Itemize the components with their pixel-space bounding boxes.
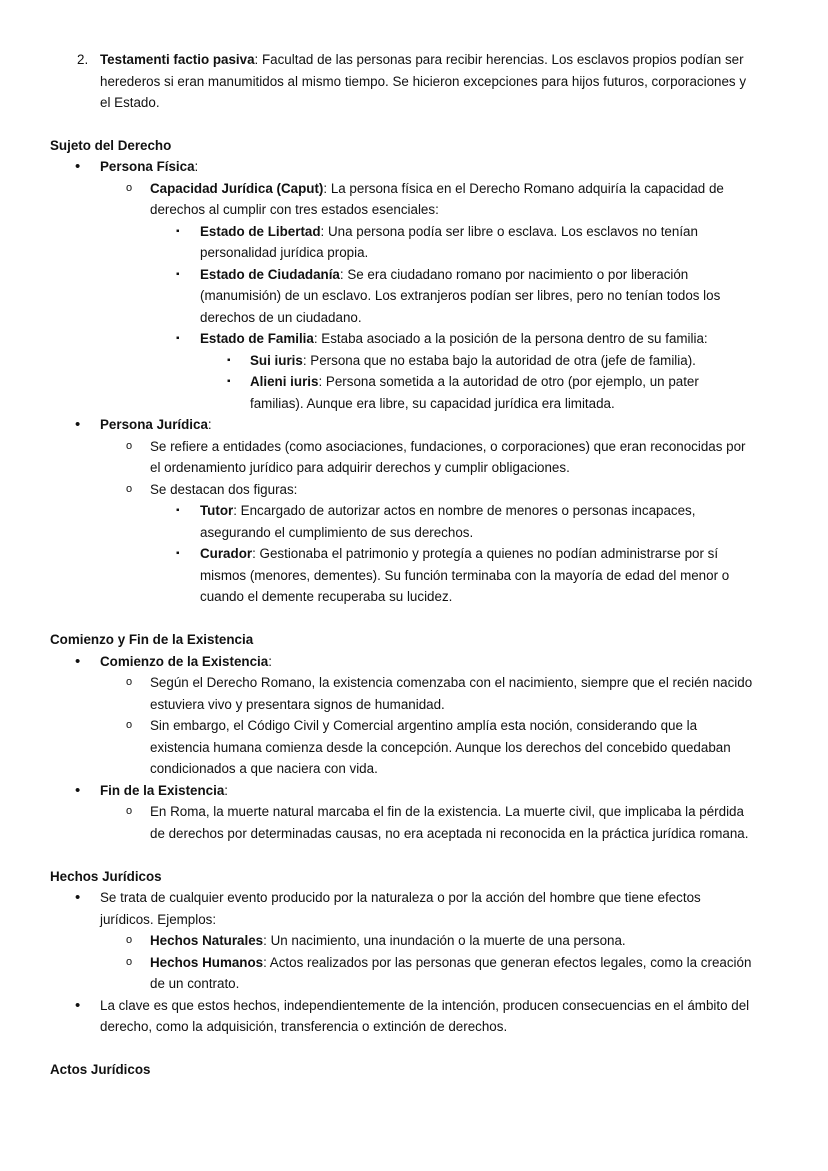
paragraph-line: Estado de Ciudadanía: Se era ciudadano romano por nacimiento o por liberación: [200, 267, 689, 282]
bullet-disc-icon: •: [75, 653, 81, 670]
paragraph-line: existencia humana comienza desde la concepción. Aunque los derechos del concebido quedaban: [150, 740, 731, 755]
bullet-square-icon: ▪: [227, 376, 231, 387]
list-number: 2.: [77, 52, 89, 67]
paragraph-line: de un contrato.: [150, 976, 240, 991]
bullet-square-icon: ▪: [176, 505, 180, 516]
bullet-disc-icon: •: [75, 889, 81, 906]
bullet-disc-icon: •: [75, 997, 81, 1014]
section-heading-sujeto: Sujeto del Derecho: [50, 138, 172, 153]
paragraph-line: Estado de Familia: Estaba asociado a la posición de la persona dentro de su familia:: [200, 331, 708, 346]
bullet-disc-icon: •: [75, 158, 81, 175]
bullet-square-icon: ▪: [176, 269, 180, 280]
bullet-disc-icon: •: [75, 782, 81, 799]
bullet-circle-icon: o: [126, 934, 133, 946]
paragraph-line: Sin embargo, el Código Civil y Comercial argentino amplía esta noción, considerando que la: [150, 718, 698, 733]
paragraph-line: cuando el demente recuperaba su lucidez.: [200, 589, 453, 604]
paragraph-line: derechos al cumplir con tres estados esenciales:: [150, 202, 439, 217]
section-heading-hechos: Hechos Jurídicos: [50, 869, 162, 884]
bullet-disc-icon: •: [75, 416, 81, 433]
paragraph-line: Hechos Humanos: Actos realizados por las personas que generan efectos legales, como la creación: [150, 955, 752, 970]
paragraph-line: Se trata de cualquier evento producido por la naturaleza o por la acción del hombre que tiene efectos: [100, 890, 701, 905]
bullet-circle-icon: o: [126, 483, 133, 495]
paragraph-line: mismos (menores, dementes). Su función terminaba con la mayoría de edad del menor o: [200, 568, 730, 583]
paragraph-line: Tutor: Encargado de autorizar actos en nombre de menores o personas incapaces,: [200, 503, 696, 518]
bullet-circle-icon: o: [126, 805, 133, 817]
paragraph-line: herederos si eran manumitidos al mismo tiempo. Se hicieron excepciones para hijos futuros, corporaciones y: [100, 74, 747, 89]
paragraph-line: estuviera vivo y presentara signos de humanidad.: [150, 697, 445, 712]
paragraph-line: Hechos Naturales: Un nacimiento, una inundación o la muerte de una persona.: [150, 933, 626, 948]
bullet-persona-fisica: Persona Física:: [100, 159, 199, 174]
bullet-circle-icon: o: [126, 182, 133, 194]
bullet-circle-icon: o: [126, 719, 133, 731]
paragraph-line: Testamenti factio pasiva: Facultad de las personas para recibir herencias. Los esclavos propios podían ser: [100, 52, 744, 67]
term-testamenti: Testamenti factio pasiva: [100, 52, 255, 67]
paragraph-line: asegurando el cumplimiento de sus derechos.: [200, 525, 474, 540]
bullet-persona-juridica: Persona Jurídica:: [100, 417, 212, 432]
paragraph-line: (manumisión) de un esclavo. Los extranjeros podían ser libres, pero no tenían todos los: [200, 288, 721, 303]
bullet-square-icon: ▪: [176, 226, 180, 237]
bullet-square-icon: ▪: [227, 355, 231, 366]
paragraph-line: condicionados a que naciera con vida.: [150, 761, 378, 776]
paragraph-line: el ordenamiento jurídico para adquirir derechos y cumplir obligaciones.: [150, 460, 570, 475]
paragraph-line: En Roma, la muerte natural marcaba el fin de la existencia. La muerte civil, que implicaba la pérdida: [150, 804, 744, 819]
section-heading-actos: Actos Jurídicos: [50, 1062, 151, 1077]
paragraph-line: derechos de un ciudadano.: [200, 310, 362, 325]
paragraph-line: personalidad jurídica propia.: [200, 245, 369, 260]
paragraph-line: Estado de Libertad: Una persona podía ser libre o esclava. Los esclavos no tenían: [200, 224, 698, 239]
paragraph-line: La clave es que estos hechos, independientemente de la intención, producen consecuencias en el ámbito del: [100, 998, 750, 1013]
bullet-fin: Fin de la Existencia:: [100, 783, 229, 798]
bullet-square-icon: ▪: [176, 548, 180, 559]
paragraph-line: Alieni iuris: Persona sometida a la autoridad de otro (por ejemplo, un pater: [250, 374, 699, 389]
paragraph-line: jurídicos. Ejemplos:: [100, 912, 217, 927]
bullet-square-icon: ▪: [176, 333, 180, 344]
paragraph-line: Sui iuris: Persona que no estaba bajo la autoridad de otra (jefe de familia).: [250, 353, 696, 368]
paragraph-line: el Estado.: [100, 95, 160, 110]
paragraph-line: de derechos por determinadas causas, no era aceptada ni reconocida en la práctica jurídica romana.: [150, 826, 749, 841]
paragraph-line: derecho, como la adquisición, transferencia o extinción de derechos.: [100, 1019, 508, 1034]
section-heading-existencia: Comienzo y Fin de la Existencia: [50, 632, 254, 647]
paragraph-line: Curador: Gestionaba el patrimonio y protegía a quienes no podían administrarse por sí: [200, 546, 719, 561]
bullet-comienzo: Comienzo de la Existencia:: [100, 654, 272, 669]
paragraph-line: Se refiere a entidades (como asociaciones, fundaciones, o corporaciones) que eran reconocidas por: [150, 439, 746, 454]
paragraph-line: Capacidad Jurídica (Caput): La persona física en el Derecho Romano adquiría la capacidad de: [150, 181, 724, 196]
bullet-circle-icon: o: [126, 440, 133, 452]
bullet-circle-icon: o: [126, 956, 133, 968]
paragraph-line: Se destacan dos figuras:: [150, 482, 298, 497]
paragraph-line: Según el Derecho Romano, la existencia comenzaba con el nacimiento, siempre que el recién nacido: [150, 675, 753, 690]
paragraph-line: familias). Aunque era libre, su capacidad jurídica era limitada.: [250, 396, 615, 411]
bullet-circle-icon: o: [126, 676, 133, 688]
